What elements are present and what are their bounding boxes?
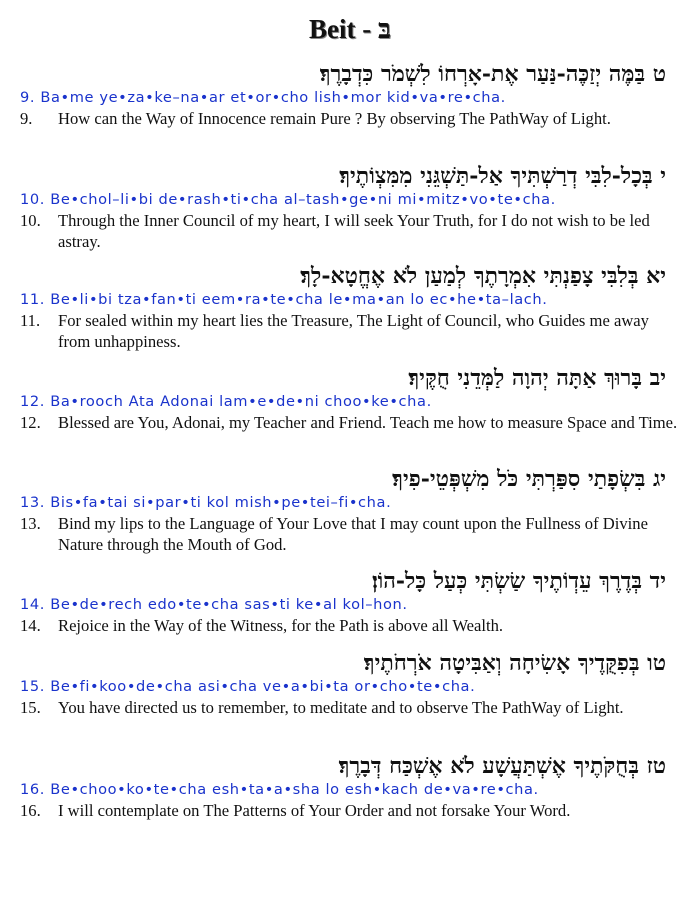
verse-block	[0, 567, 700, 636]
english-text: For sealed within my heart lies the Treasure, The Light of Council, who Guides me away from unhappiness.	[58, 311, 649, 351]
hebrew-line: יג בִּשְׂפָתַי סִפַּרְתִּי כֹּל מִשְׁפְּטֵי-פִיךָ׃	[392, 466, 666, 492]
hebrew-line: טז בְּחֻקֹּתֶיךָ אֶשְׁתַּעֲשָׁע לֹא אֶשְׁכַּח דְּבָרֶךָ׃	[338, 753, 666, 779]
transliteration-line: 15. Be•fi•koo•de•cha asi•cha ve•a•bi•ta or•cho•te•cha.	[20, 678, 476, 695]
english-text: Rejoice in the Way of the Witness, for the Path is above all Wealth.	[58, 616, 504, 635]
english-text: How can the Way of Innocence remain Pure ? By observing The PathWay of Light.	[58, 109, 611, 128]
hebrew-line: ט בַּמֶּה יְזַכֶּה-נַּעַר אֶת-אָרְחוֹ לִשְׁמֹר כִּדְבָרֶךָ׃	[319, 61, 666, 87]
verse-number: 12.	[20, 413, 41, 432]
english-translation	[0, 513, 700, 555]
verse-block	[0, 60, 700, 129]
transliteration-line: 11. Be•li•bi tza•fan•ti eem•ra•te•cha le•ma•an lo ec•he•ta–lach.	[20, 291, 548, 308]
verse-number: 16.	[20, 801, 41, 820]
hebrew-line: יב בָּרוּךְ אַתָּה יְהוָה לַמְּדֵנִי חֻקֶּיךָ׃	[408, 365, 666, 391]
page-title	[0, 14, 700, 45]
english-text: I will contemplate on The Patterns of Your Order and not forsake Your Word.	[58, 801, 571, 820]
hebrew-line: יא בְּלִבִּי צָפַנְתִּי אִמְרָתֶךָ לְמַעַן לֹא אֶחֱטָא-לָךְ׃	[300, 263, 666, 289]
verse-number: 10.	[20, 211, 41, 230]
transliteration-line: 13. Bis•fa•tai si•par•ti kol mish•pe•tei–fi•cha.	[20, 494, 392, 511]
english-text: Through the Inner Council of my heart, I will seek Your Truth, for I do not wish to be led astray.	[58, 211, 650, 251]
verse-number: 15.	[20, 698, 41, 717]
english-translation	[0, 108, 700, 129]
english-translation	[0, 210, 700, 252]
english-text: Bind my lips to the Language of Your Love that I may count upon the Fullness of Divine Nature through the Mouth of God.	[58, 514, 648, 554]
english-translation	[0, 310, 700, 352]
transliteration-line: 9. Ba•me ye•za•ke–na•ar et•or•cho lish•mor kid•va•re•cha.	[20, 89, 506, 106]
english-translation	[0, 412, 700, 433]
verse-number: 9.	[20, 109, 33, 128]
verse-number: 14.	[20, 616, 41, 635]
title-hebrew-letter: בּ	[377, 14, 391, 45]
english-translation	[0, 697, 700, 718]
verse-block	[0, 465, 700, 555]
verse-number: 13.	[20, 514, 41, 533]
verse-block	[0, 364, 700, 433]
verse-block	[0, 162, 700, 252]
verse-block	[0, 752, 700, 821]
english-translation	[0, 800, 700, 821]
english-text: Blessed are You, Adonai, my Teacher and Friend. Teach me how to measure Space and Time.	[58, 413, 678, 432]
verse-number: 11.	[20, 311, 41, 330]
english-translation	[0, 615, 700, 636]
transliteration-line: 12. Ba•rooch Ata Adonai lam•e•de•ni choo•ke•cha.	[20, 393, 432, 410]
title-text: Beit -	[309, 14, 378, 44]
transliteration-line: 14. Be•de•rech edo•te•cha sas•ti ke•al kol–hon.	[20, 596, 408, 613]
verse-block	[0, 649, 700, 718]
transliteration-line: 16. Be•choo•ko•te•cha esh•ta•a•sha lo esh•kach de•va•re•cha.	[20, 781, 539, 798]
hebrew-line: טו בְּפִקֻּדֶיךָ אָשִׂיחָה וְאַבִּיטָה אֹרְחֹתֶיךָ׃	[363, 650, 666, 676]
verse-block	[0, 262, 700, 352]
transliteration-line: 10. Be•chol–li•bi de•rash•ti•cha al–tash•ge•ni mi•mitz•vo•te•cha.	[20, 191, 556, 208]
hebrew-line: יד בְּדֶרֶךְ עֵדְוֹתֶיךָ שַׂשְׂתִּי כְּעַל כָּל-הוֹן׃	[372, 568, 666, 594]
english-text: You have directed us to remember, to meditate and to observe The PathWay of Light.	[58, 698, 624, 717]
hebrew-line: י בְּכָל-לִבִּי דְרַשְׁתִּיךָ אַל-תַּשְׁגֵּנִי מִמִּצְוֹתֶיךָ׃	[339, 163, 666, 189]
